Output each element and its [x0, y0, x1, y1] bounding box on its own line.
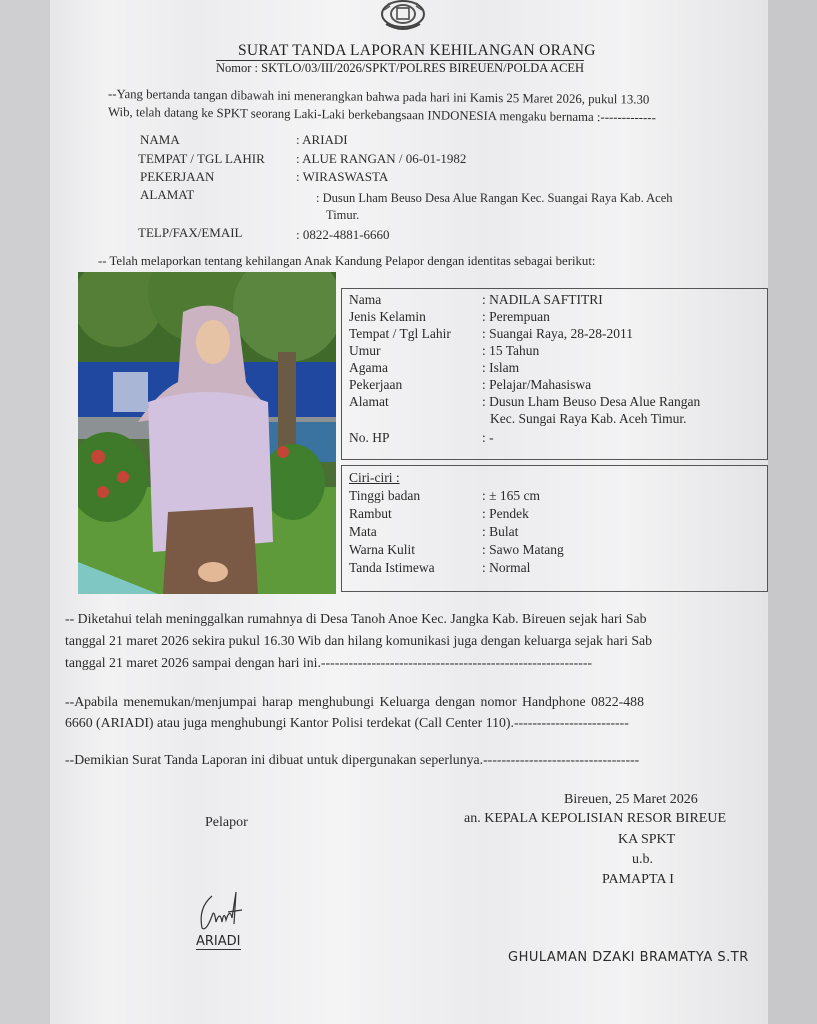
field-label-warna-kulit: Warna Kulit: [349, 542, 416, 557]
field-value-nama: : NADILA SAFTITRI: [482, 292, 603, 307]
official-line-3: u.b.: [632, 852, 653, 867]
field-label-alamat: Alamat: [349, 394, 389, 409]
field-value-mata: : Bulat: [482, 524, 519, 539]
paragraph-1-line-3: tanggal 21 maret 2026 sampai dengan hari ini.-----------------------------------------------------------: [65, 655, 593, 670]
field-value-tanda-istimewa: : Normal: [482, 560, 531, 575]
field-label-jenis-kelamin: Jenis Kelamin: [349, 309, 426, 324]
document-title: SURAT TANDA LAPORAN KEHILANGAN ORANG: [238, 42, 596, 59]
reporter-contact-value: : 0822-4881-6660: [296, 227, 390, 242]
pelapor-signature: [192, 888, 262, 938]
reporter-address-value-2: Timur.: [326, 208, 360, 222]
paragraph-1-line-2: tanggal 21 maret 2026 sekira pukul 16.30 Wib dan hilang komunikasi juga dengan keluarga sejak hari Sab: [65, 633, 653, 648]
intro-line-2: Wib, telah datang ke SPKT seorang Laki-Laki berkebangsaan INDONESIA mengaku bernama :-------------: [107, 105, 656, 125]
reporter-address-value: : Dusun Lham Beuso Desa Alue Rangan Kec. Suangai Raya Kab. Aceh: [316, 191, 673, 205]
field-label-umur: Umur: [349, 343, 381, 358]
pelapor-signature-name: ARIADI: [196, 934, 241, 949]
characteristics-heading: Ciri-ciri :: [349, 470, 400, 485]
paragraph-1-line-1: -- Diketahui telah meninggalkan rumahnya di Desa Tanoh Anoe Kec. Jangka Kab. Bireuen sejak hari Sab: [65, 611, 647, 626]
field-label-pekerjaan: Pekerjaan: [349, 377, 403, 392]
field-label-no-hp: No. HP: [349, 430, 390, 445]
missing-person-photo: [78, 272, 336, 594]
field-label-mata: Mata: [349, 524, 377, 539]
reporter-contact-label: TELP/FAX/EMAIL: [138, 225, 243, 240]
field-label-tinggi-badan: Tinggi badan: [349, 488, 421, 503]
field-label-rambut: Rambut: [349, 506, 392, 521]
police-emblem-logo: [380, 0, 426, 32]
reporter-birth-value: : ALUE RANGAN / 06-01-1982: [296, 151, 467, 166]
field-value-umur: : 15 Tahun: [482, 343, 540, 358]
paragraph-3: --Demikian Surat Tanda Laporan ini dibuat untuk dipergunakan seperlunya.----------------------------------: [65, 752, 640, 767]
official-line-1: an. KEPALA KEPOLISIAN RESOR BIREUE: [464, 811, 726, 826]
reporter-address-label: ALAMAT: [140, 187, 195, 202]
intro-line-1: --Yang bertanda tangan dibawah ini menerangkan bahwa pada hari ini Kamis 25 Maret 2026, pukul 13.30: [107, 87, 650, 107]
missing-person-details-box: [341, 288, 768, 460]
place-date: Bireuen, 25 Maret 2026: [564, 792, 698, 807]
field-label-tempat-tgl-lahir: Tempat / Tgl Lahir: [349, 326, 451, 341]
reporter-name-value: : ARIADI: [296, 132, 348, 147]
field-value-pekerjaan: : Pelajar/Mahasiswa: [482, 377, 592, 392]
field-value-no-hp: : -: [482, 430, 494, 445]
field-value-warna-kulit: : Sawo Matang: [482, 542, 564, 557]
field-value-agama: : Islam: [482, 360, 520, 375]
field-value-tempat-tgl-lahir: : Suangai Raya, 28-28-2011: [482, 326, 633, 341]
reporter-job-value: : WIRASWASTA: [296, 169, 389, 184]
field-value-rambut: : Pendek: [482, 506, 529, 521]
pelapor-label: Pelapor: [205, 815, 248, 830]
background-strip: [768, 0, 817, 1024]
field-label-nama: Nama: [349, 292, 382, 307]
paragraph-2-line-1: --Apabila menemukan/menjumpai harap menghubungi Keluarga dengan nomor Handphone 0822-488: [65, 694, 644, 709]
paragraph-2-line-2: 6660 (ARIADI) atau juga menghubungi Kantor Polisi terdekat (Call Center 110).-------------------------: [65, 715, 629, 730]
official-line-4: PAMAPTA I: [602, 872, 674, 887]
characteristics-box: [341, 465, 768, 592]
field-value-alamat: : Dusun Lham Beuso Desa Alue Rangan: [482, 394, 701, 409]
reporter-birth-label: TEMPAT / TGL LAHIR: [138, 151, 265, 166]
field-value-tinggi-badan: : ± 165 cm: [482, 488, 541, 503]
field-label-agama: Agama: [349, 360, 388, 375]
field-value-alamat-2: Kec. Sungai Raya Kab. Aceh Timur.: [490, 411, 687, 426]
reporter-job-label: PEKERJAAN: [140, 169, 215, 184]
field-value-jenis-kelamin: : Perempuan: [482, 309, 550, 324]
reporter-name-label: NAMA: [140, 132, 180, 147]
document-number: Nomor : SKTLO/03/III/2026/SPKT/POLRES BIREUEN/POLDA ACEH: [216, 61, 585, 75]
field-label-tanda-istimewa: Tanda Istimewa: [349, 560, 435, 575]
official-signature-name: GHULAMAN DZAKI BRAMATYA S.TR: [508, 950, 749, 965]
document-paper: [50, 0, 768, 1024]
report-line: -- Telah melaporkan tentang kehilangan Anak Kandung Pelapor dengan identitas sebagai berikut:: [98, 254, 596, 268]
official-line-2: KA SPKT: [618, 832, 676, 847]
